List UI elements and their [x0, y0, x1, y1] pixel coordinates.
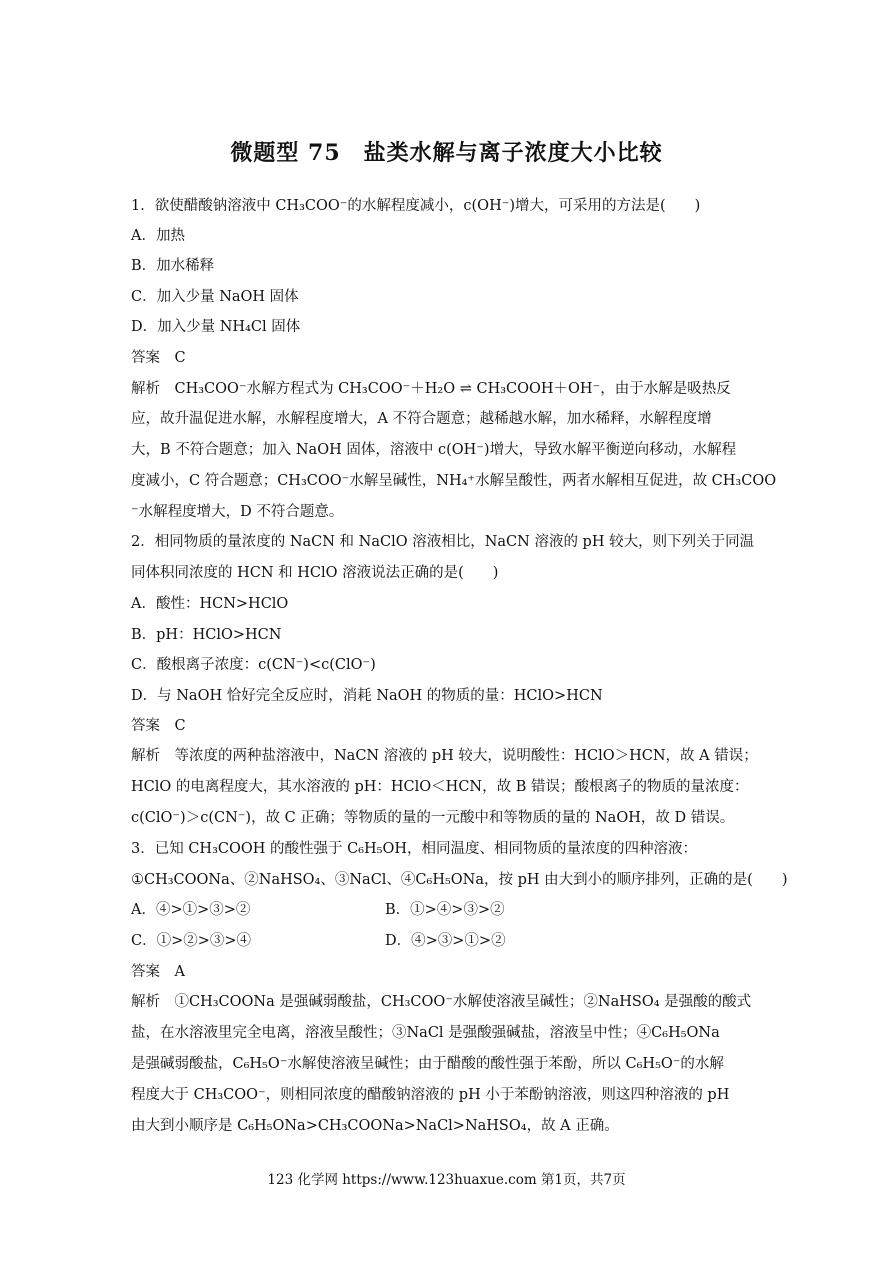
q1-stem: 1．欲使醋酸钠溶液中 CH₃COO⁻的水解程度减小，c(OH⁻)增大，可采用的方法是( ): [131, 198, 701, 214]
q1-option-d: D．加入少量 NH₄Cl 固体: [131, 319, 301, 335]
q3-analysis-line: 由大到小顺序是 C₆H₅ONa>CH₃COONa>NaCl>NaHSO₄，故 A 正确。: [131, 1118, 619, 1134]
q1-analysis-line: ⁻水解程度增大，D 不符合题意。: [131, 504, 344, 520]
q3-option-c: C．①>②>③>④: [131, 933, 252, 949]
q1-answer: 答案 C: [131, 350, 186, 366]
q1-option-a: A．加热: [131, 228, 185, 244]
q1-option-b: B．加水稀释: [131, 258, 215, 274]
q3-analysis-line: 盐，在水溶液里完全电离，溶液呈酸性；③NaCl 是强酸强碱盐，溶液呈中性；④C₆H₅ONa: [131, 1025, 720, 1041]
q3-option-d: D．④>③>①>②: [385, 933, 506, 949]
q3-option-a: A．④>①>③>②: [131, 902, 251, 918]
q3-option-b: B．①>④>③>②: [385, 902, 505, 918]
q3-analysis-line: 是强碱弱酸盐，C₆H₅O⁻水解使溶液呈碱性；由于醋酸的酸性强于苯酚，所以 C₆H₅O⁻的水解: [131, 1056, 724, 1072]
q3-stem: 3．已知 CH₃COOH 的酸性强于 C₆H₅OH，相同温度、相同物质的量浓度的四种溶液：: [131, 841, 698, 857]
q1-analysis-line: 解析 CH₃COO⁻水解方程式为 CH₃COO⁻＋H₂O ⇌ CH₃COOH＋OH⁻，由于水解是吸热反: [131, 381, 731, 397]
q3-analysis-line: 解析 ①CH₃COONa 是强碱弱酸盐，CH₃COO⁻水解使溶液呈碱性；②NaHSO₄ 是强酸的酸式: [131, 994, 752, 1010]
q3-analysis-line: 程度大于 CH₃COO⁻，则相同浓度的醋酸钠溶液的 pH 小于苯酚钠溶液，则这四种溶液的 pH: [131, 1087, 730, 1103]
q2-answer: 答案 C: [131, 718, 186, 734]
q2-analysis-line: 解析 等浓度的两种盐溶液中，NaCN 溶液的 pH 较大，说明酸性：HClO＞HCN，故 A 错误；: [131, 748, 758, 764]
q1-analysis-line: 应，故升温促进水解，水解程度增大，A 不符合题意；越稀越水解，加水稀释，水解程度增: [131, 411, 712, 427]
q2-option-b: B．pH：HClO>HCN: [131, 627, 282, 643]
q2-analysis-line: c(ClO⁻)＞c(CN⁻)，故 C 正确；等物质的量的一元酸中和等物质的量的 NaOH，故 D 错误。: [131, 810, 735, 826]
q1-analysis-line: 大，B 不符合题意；加入 NaOH 固体，溶液中 c(OH⁻)增大，导致水解平衡逆向移动，水解程: [131, 442, 737, 458]
q1-option-c: C．加入少量 NaOH 固体: [131, 289, 299, 305]
q2-option-d: D．与 NaOH 恰好完全反应时，消耗 NaOH 的物质的量：HClO>HCN: [131, 688, 603, 704]
page-title: 微题型 75 盐类水解与离子浓度大小比较: [230, 140, 663, 166]
page-footer: 123 化学网 https://www.123huaxue.com 第1页，共7页: [267, 1172, 626, 1188]
q2-stem: 2．相同物质的量浓度的 NaCN 和 NaClO 溶液相比，NaCN 溶液的 pH 较大，则下列关于同温: [131, 534, 755, 550]
q2-option-a: A．酸性：HCN>HClO: [131, 596, 289, 612]
q2-analysis-line: HClO 的电离程度大，其水溶液的 pH：HClO＜HCN，故 B 错误；酸根离子的物质的量浓度：: [131, 779, 749, 795]
q2-option-c: C．酸根离子浓度：c(CN⁻)<c(ClO⁻): [131, 657, 376, 673]
q3-stem: ①CH₃COONa、②NaHSO₄、③NaCl、④C₆H₅ONa，按 pH 由大到小的顺序排列，正确的是( ): [131, 872, 788, 888]
q3-answer: 答案 A: [131, 964, 185, 980]
q2-stem: 同体积同浓度的 HCN 和 HClO 溶液说法正确的是( ): [131, 565, 499, 581]
q1-analysis-line: 度减小，C 符合题意；CH₃COO⁻水解呈碱性，NH₄⁺水解呈酸性，两者水解相互促进，故 CH₃COO: [131, 473, 777, 489]
